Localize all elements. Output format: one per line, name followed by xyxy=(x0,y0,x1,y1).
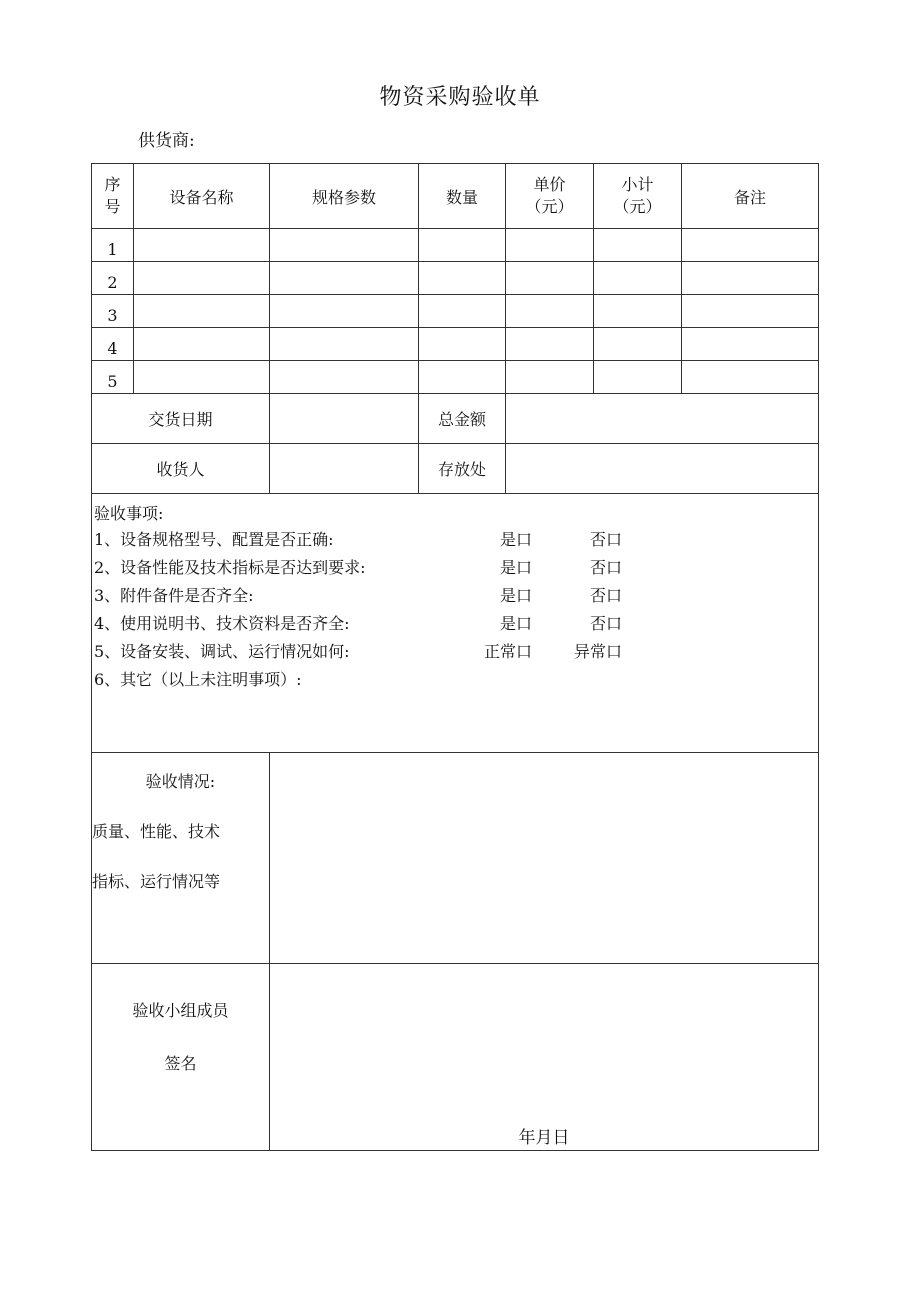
header-spec: 规格参数 xyxy=(270,164,419,229)
acceptance-label-line: 指标、运行情况等 xyxy=(92,872,221,891)
unit-price-cell[interactable] xyxy=(506,262,594,295)
table-row xyxy=(92,328,819,361)
quantity-cell[interactable] xyxy=(419,328,506,361)
receiver-cell[interactable] xyxy=(270,444,419,494)
checklist-item-text: 4、使用说明书、技术资料是否齐全: xyxy=(94,614,350,633)
total-amount-label: 总金额 xyxy=(419,394,506,444)
acceptance-notes-cell[interactable] xyxy=(270,753,819,964)
device-name-cell[interactable] xyxy=(134,295,270,328)
subtotal-cell[interactable] xyxy=(594,262,682,295)
quantity-cell[interactable] xyxy=(419,229,506,262)
header-quantity: 数量 xyxy=(419,164,506,229)
signature-label-line: 验收小组成员 xyxy=(132,1001,229,1020)
option-abnormal-checkbox[interactable]: 异常口 xyxy=(573,642,622,661)
checklist-item-text: 2、设备性能及技术指标是否达到要求: xyxy=(94,558,366,577)
checklist-item-text: 1、设备规格型号、配置是否正确: xyxy=(94,530,334,549)
delivery-date-label: 交货日期 xyxy=(92,394,270,444)
spec-cell[interactable] xyxy=(270,295,419,328)
subtotal-cell[interactable] xyxy=(594,361,682,394)
total-amount-cell[interactable] xyxy=(506,394,819,444)
checklist-item-text: 5、设备安装、调试、运行情况如何: xyxy=(94,642,350,661)
storage-label: 存放处 xyxy=(419,444,506,494)
remarks-cell[interactable] xyxy=(682,229,819,262)
device-name-cell[interactable] xyxy=(134,229,270,262)
header-row xyxy=(92,164,819,229)
option-no-checkbox[interactable]: 否口 xyxy=(589,614,622,633)
option-yes-checkbox[interactable]: 是口 xyxy=(499,530,532,549)
checklist-item xyxy=(92,582,818,610)
row-index: 3 xyxy=(92,295,134,328)
remarks-cell[interactable] xyxy=(682,328,819,361)
checklist-item xyxy=(92,666,818,694)
signature-date: 年月日 xyxy=(518,1128,570,1148)
receiver-label: 收货人 xyxy=(92,444,270,494)
supplier-label: 供货商: xyxy=(138,131,195,151)
unit-price-cell[interactable] xyxy=(506,229,594,262)
signature-cell[interactable] xyxy=(270,964,819,1151)
remarks-cell[interactable] xyxy=(682,262,819,295)
checklist-heading: 验收事项: xyxy=(94,504,164,523)
receiver-row xyxy=(92,444,819,494)
spec-cell[interactable] xyxy=(270,262,419,295)
subtotal-cell[interactable] xyxy=(594,295,682,328)
subtotal-cell[interactable] xyxy=(594,229,682,262)
checklist-item xyxy=(92,526,818,554)
header-device-name: 设备名称 xyxy=(134,164,270,229)
header-unit-price: 单价 （元） xyxy=(506,164,594,229)
device-name-cell[interactable] xyxy=(134,328,270,361)
acceptance-label-line: 验收情况: xyxy=(145,772,216,791)
remarks-cell[interactable] xyxy=(682,295,819,328)
option-yes-checkbox[interactable]: 是口 xyxy=(499,558,532,577)
remarks-cell[interactable] xyxy=(682,361,819,394)
spec-cell[interactable] xyxy=(270,328,419,361)
device-name-cell[interactable] xyxy=(134,262,270,295)
checklist-item xyxy=(92,638,818,666)
option-no-checkbox[interactable]: 否口 xyxy=(589,586,622,605)
table-row xyxy=(92,295,819,328)
row-index: 2 xyxy=(92,262,134,295)
option-normal-checkbox[interactable]: 正常口 xyxy=(483,642,532,661)
unit-price-cell[interactable] xyxy=(506,328,594,361)
header-seq: 序 号 xyxy=(92,164,134,229)
signature-label-line: 签名 xyxy=(164,1054,197,1073)
option-yes-checkbox[interactable]: 是口 xyxy=(499,614,532,633)
acceptance-row xyxy=(92,753,819,964)
spec-cell[interactable] xyxy=(270,229,419,262)
storage-cell[interactable] xyxy=(506,444,819,494)
signature-label xyxy=(92,964,270,1151)
table-row xyxy=(92,262,819,295)
unit-price-cell[interactable] xyxy=(506,361,594,394)
signature-row xyxy=(92,964,819,1151)
quantity-cell[interactable] xyxy=(419,361,506,394)
option-no-checkbox[interactable]: 否口 xyxy=(589,558,622,577)
device-name-cell[interactable] xyxy=(134,361,270,394)
quantity-cell[interactable] xyxy=(419,262,506,295)
row-index: 5 xyxy=(92,361,134,394)
acceptance-label-line: 质量、性能、技术 xyxy=(92,822,221,841)
checklist-item xyxy=(92,610,818,638)
unit-price-cell[interactable] xyxy=(506,295,594,328)
form-title: 物资采购验收单 xyxy=(379,85,541,110)
checklist-item-text: 6、其它（以上未注明事项）: xyxy=(94,670,302,689)
header-subtotal: 小计 （元） xyxy=(594,164,682,229)
checklist-item-text: 3、附件备件是否齐全: xyxy=(94,586,254,605)
checklist-section xyxy=(92,494,819,753)
spec-cell[interactable] xyxy=(270,361,419,394)
checklist-item xyxy=(92,554,818,582)
subtotal-cell[interactable] xyxy=(594,328,682,361)
table-row xyxy=(92,229,819,262)
option-yes-checkbox[interactable]: 是口 xyxy=(499,586,532,605)
delivery-date-cell[interactable] xyxy=(270,394,419,444)
row-index: 1 xyxy=(92,229,134,262)
header-remarks: 备注 xyxy=(682,164,819,229)
table-row xyxy=(92,361,819,394)
row-index: 4 xyxy=(92,328,134,361)
checklist-row xyxy=(92,494,819,753)
acceptance-label xyxy=(92,753,270,964)
acceptance-form-table xyxy=(91,163,819,1151)
delivery-row xyxy=(92,394,819,444)
quantity-cell[interactable] xyxy=(419,295,506,328)
option-no-checkbox[interactable]: 否口 xyxy=(589,530,622,549)
